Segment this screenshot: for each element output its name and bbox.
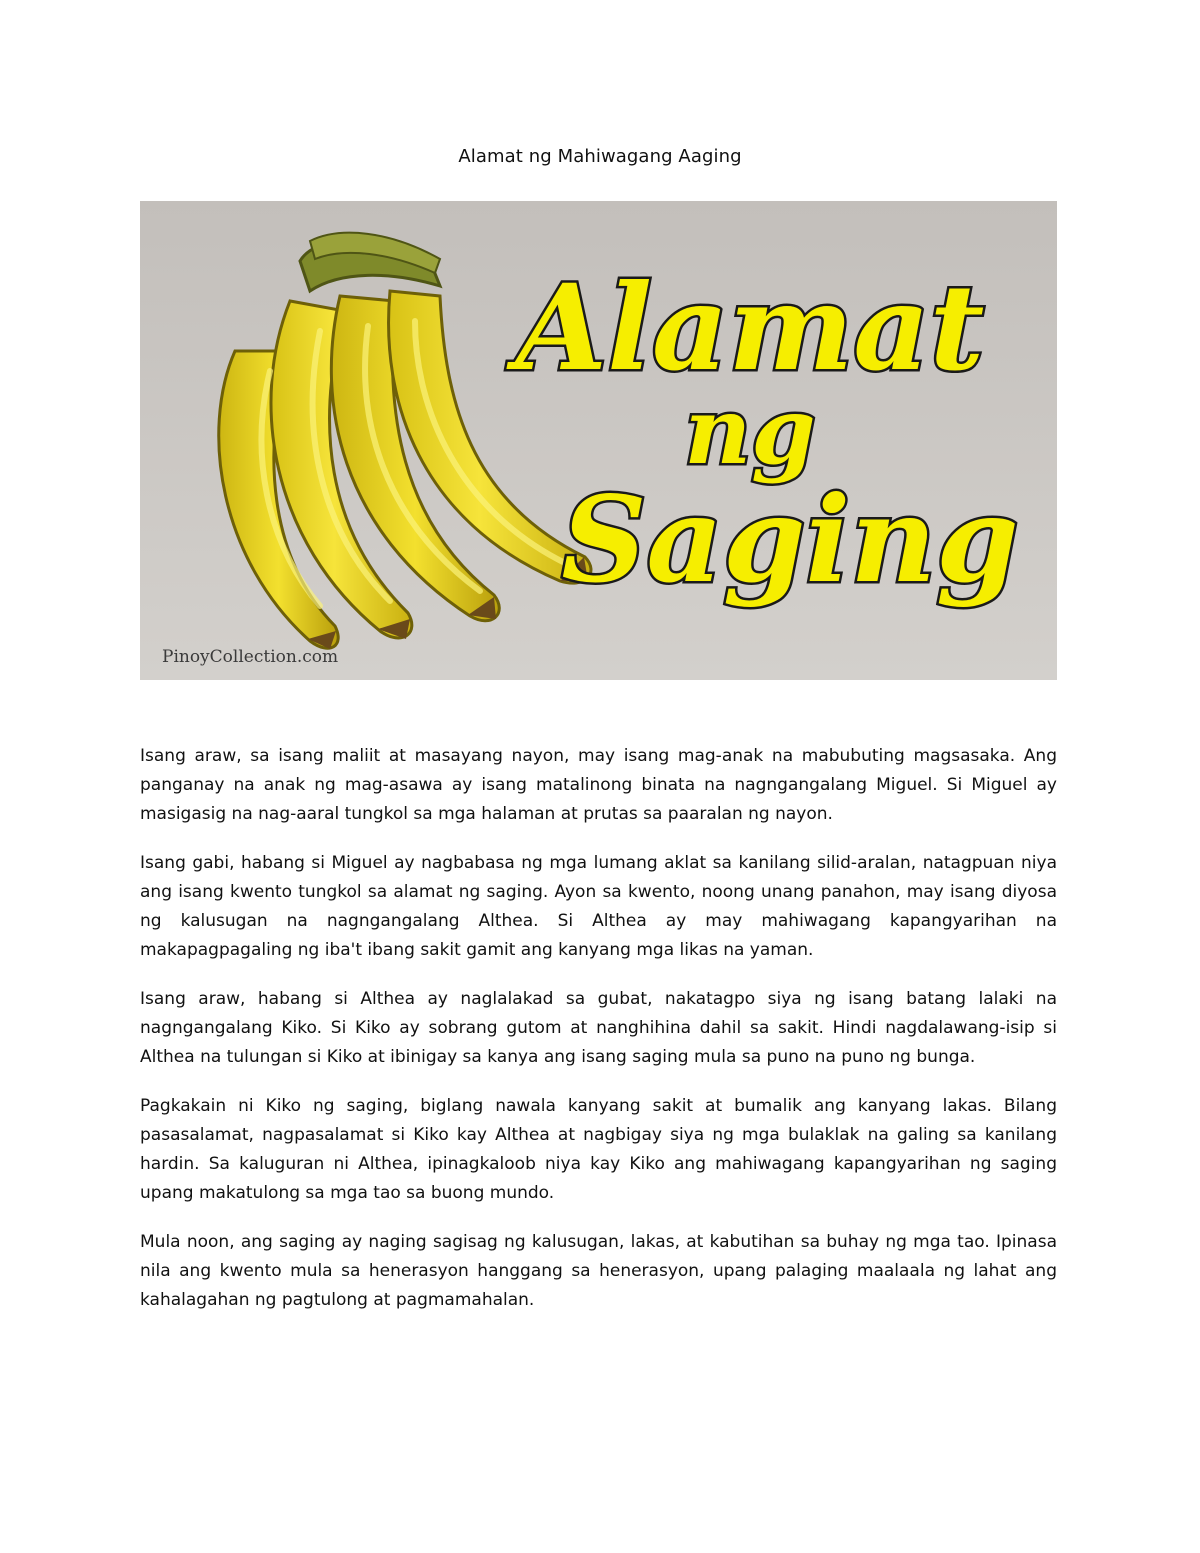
banner-heading-line3: Saging xyxy=(561,470,1019,609)
story-paragraph-1: Isang araw, sa isang maliit at masayang nayon, may isang mag-anak na mabubuting magsasaka. Ang panganay na anak ng mag-asawa ay isang matalinong binata na nagngangalang Miguel. Si Miguel ay masigasig na nag-aaral tungkol sa mga halaman at prutas sa paaralan ng nayon. xyxy=(140,746,1057,824)
document-title: Alamat ng Mahiwagang Aaging xyxy=(458,146,742,167)
banner-heading-line1: Alamat xyxy=(515,258,985,397)
banner-image xyxy=(140,201,1057,680)
banner-watermark: PinoyCollection.com xyxy=(162,647,339,667)
story-paragraph-5: Mula noon, ang saging ay naging sagisag ng kalusugan, lakas, at kabutihan sa buhay ng mga tao. Ipinasa nila ang kwento mula sa henerasyon hanggang sa henerasyon, upang palaging maalaala ng lahat ang kahalagahan ng pagtulong at pagmamahalan. xyxy=(140,1232,1057,1310)
story-paragraph-3: Isang araw, habang si Althea ay naglalakad sa gubat, nakatagpo siya ng isang batang lalaki na nagngangalang Kiko. Si Kiko ay sobrang gutom at nanghihina dahil sa sakit. Hindi nagdalawang-isip si Althea na tulungan si Kiko at ibinigay sa kanya ang isang saging mula sa puno na puno ng bunga. xyxy=(140,989,1057,1067)
story-body xyxy=(140,742,1057,1335)
banner-illustration xyxy=(140,201,1057,680)
banner-heading-line2: ng xyxy=(684,377,816,485)
story-paragraph-2: Isang gabi, habang si Miguel ay nagbabasa ng mga lumang aklat sa kanilang silid-aralan, natagpuan niya ang isang kwento tungkol sa alamat ng saging. Ayon sa kwento, noong unang panahon, may isang diyosa ng kalusugan na nagngangalang Althea. Si Althea ay may mahiwagang kapangyarihan na makapagpagaling ng iba't ibang sakit gamit ang kanyang mga likas na yaman. xyxy=(140,853,1057,960)
story-paragraph-4: Pagkakain ni Kiko ng saging, biglang nawala kanyang sakit at bumalik ang kanyang lakas. Bilang pasasalamat, nagpasalamat si Kiko kay Althea at nagbigay siya ng mga bulaklak na galing sa kanilang hardin. Sa kaluguran ni Althea, ipinagkaloob niya kay Kiko ang mahiwagang kapangyarihan ng saging upang makatulong sa mga tao sa buong mundo. xyxy=(140,1096,1057,1203)
